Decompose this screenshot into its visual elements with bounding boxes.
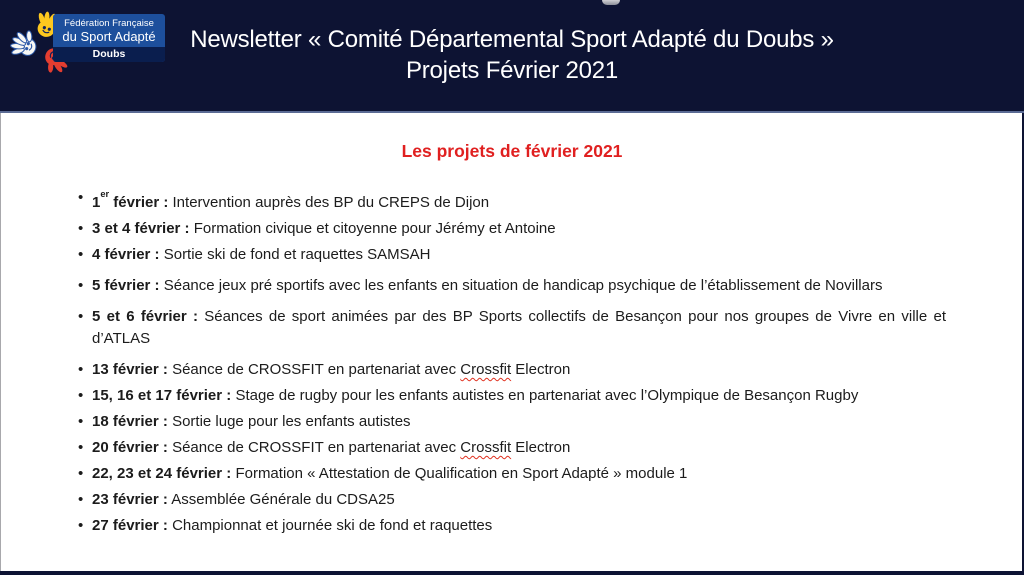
bullet-date: 13 février : xyxy=(92,361,168,378)
logo-region-label: Doubs xyxy=(53,47,165,62)
logo-federation-line2: du Sport Adapté xyxy=(62,29,156,44)
ordinal-superscript: er xyxy=(100,188,110,199)
bullet-text: Stage de rugby pour les enfants autistes en partenariat avec l’Olympique de Besançon Rugby xyxy=(235,387,859,404)
bullet-date: 15, 16 et 17 février : xyxy=(92,387,232,404)
slide-header xyxy=(0,0,1024,113)
bullet-date: 27 février : xyxy=(92,517,168,534)
project-item xyxy=(78,275,946,297)
project-item xyxy=(78,187,946,214)
bullet-date: 1er février : xyxy=(92,188,169,211)
bullet-date: 20 février : xyxy=(92,439,168,456)
bullet-text: Sortie luge pour les enfants autistes xyxy=(172,413,411,430)
bullet-date: 5 février : xyxy=(92,277,160,294)
bullet-text: Assemblée Générale du CDSA25 xyxy=(171,491,395,508)
project-item xyxy=(78,218,946,240)
bullet-date: 18 février : xyxy=(92,413,168,430)
bullet-text: Séances de sport animées par des BP Sports collectifs de Besançon pour nos groupes de Vivre en ville et d’ATLAS xyxy=(92,308,946,347)
newsletter-subtitle: Projets Février 2021 xyxy=(405,57,619,84)
project-item xyxy=(78,515,946,537)
slide-left-border xyxy=(0,113,1,571)
bullet-text: Electron xyxy=(511,361,571,378)
project-item xyxy=(78,359,946,381)
slide-body xyxy=(0,113,1024,541)
bullet-date: 22, 23 et 24 février : xyxy=(92,465,232,482)
project-item xyxy=(78,437,946,459)
newsletter-title: Newsletter « Comité Départemental Sport Adapté du Doubs » xyxy=(190,26,834,53)
section-heading: Les projets de février 2021 xyxy=(401,141,623,161)
cropped-image-artifact xyxy=(602,0,620,5)
project-item xyxy=(78,463,946,485)
project-item xyxy=(78,306,946,350)
spellcheck-underlined-word: Crossfit xyxy=(460,361,512,378)
project-item xyxy=(78,385,946,407)
bullet-text: Intervention auprès des BP du CREPS de Dijon xyxy=(172,194,490,211)
bullet-date: 5 et 6 février : xyxy=(92,308,198,325)
bullet-text: Championnat et journée ski de fond et raquettes xyxy=(172,517,493,534)
bullet-text: Séance jeux pré sportifs avec les enfants en situation de handicap psychique de l’établissement de Novillars xyxy=(163,277,883,294)
newsletter-title-block xyxy=(0,24,1024,86)
bullet-text: Séance de CROSSFIT en partenariat avec xyxy=(172,439,461,456)
bullet-date: 4 février : xyxy=(92,246,160,263)
bullet-text: Formation civique et citoyenne pour Jérémy et Antoine xyxy=(193,220,556,237)
slide-bottom-border xyxy=(0,571,1024,575)
projects-list xyxy=(78,187,946,537)
bullet-date: 3 et 4 février : xyxy=(92,220,190,237)
project-item xyxy=(78,411,946,433)
bullet-text: Sortie ski de fond et raquettes SAMSAH xyxy=(163,246,431,263)
logo-federation-line1: Fédération Française xyxy=(64,18,154,29)
project-item xyxy=(78,244,946,266)
bullet-date: 23 février : xyxy=(92,491,168,508)
bullet-text: Formation « Attestation de Qualification en Sport Adapté » module 1 xyxy=(235,465,688,482)
bullet-text: Séance de CROSSFIT en partenariat avec xyxy=(172,361,461,378)
bullet-text: Electron xyxy=(511,439,571,456)
project-item xyxy=(78,489,946,511)
spellcheck-underlined-word: Crossfit xyxy=(460,439,512,456)
